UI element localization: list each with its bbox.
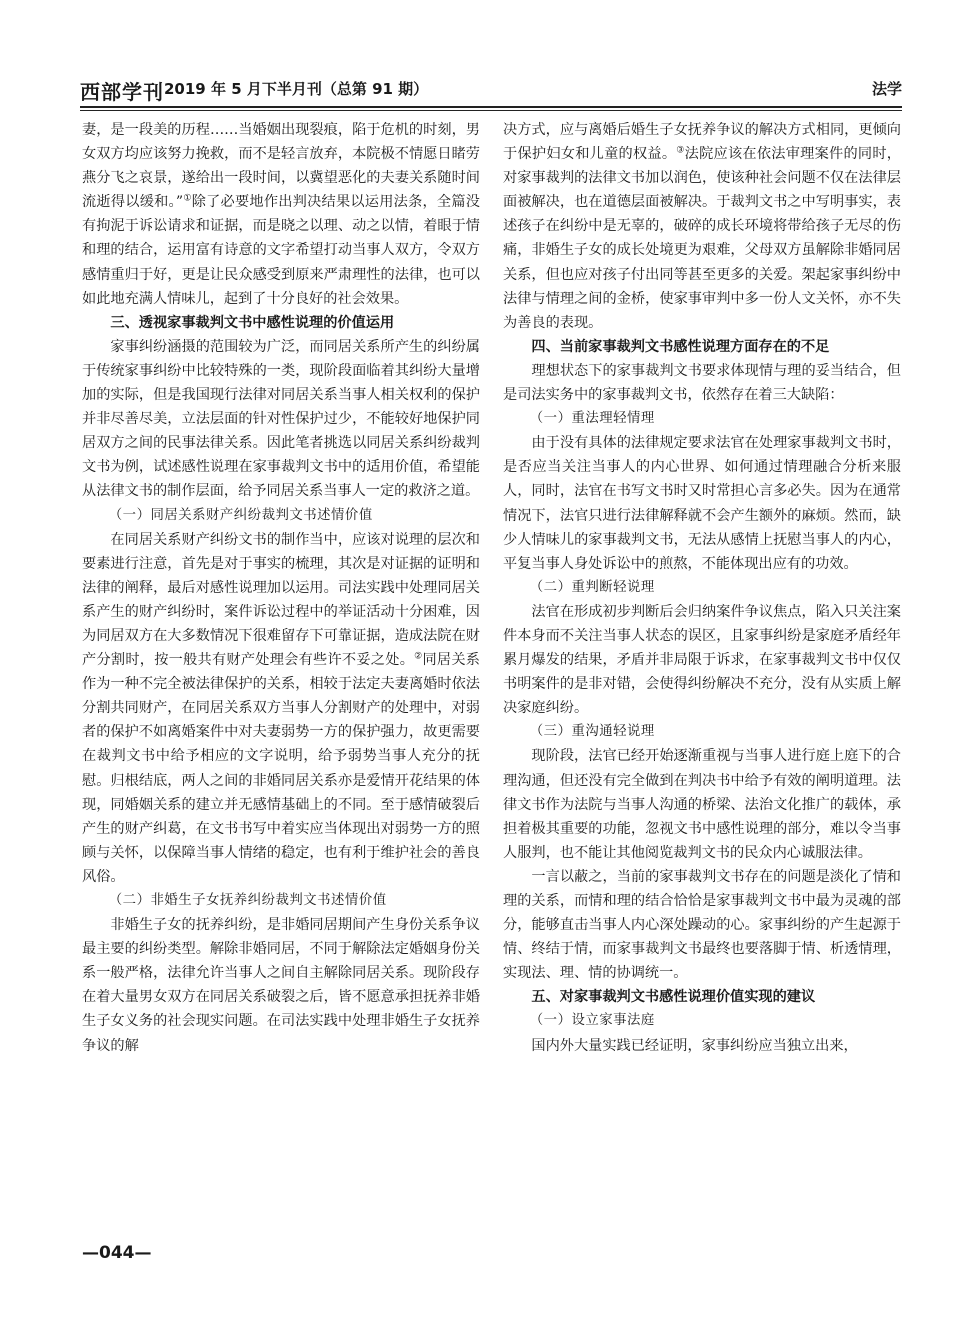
paragraph-text: （一）设立家事法庭 bbox=[529, 1013, 655, 1029]
footnote-marker: ② bbox=[414, 651, 423, 662]
paragraph-text: 三、透视家事裁判文书中感性说理的价值运用 bbox=[110, 314, 395, 331]
header-rule-thick bbox=[80, 106, 902, 108]
body-paragraph bbox=[503, 865, 901, 985]
right-text-column bbox=[503, 118, 901, 1058]
paragraph-text: 妻，是一段美的历程……当婚姻出现裂痕，陷于危机的时刻，男女双方均应该努力挽救，而不是轻言放弃，本院极不情愿日睹劳燕分飞之哀景，遂给出一段时间，以冀望恶化的夫妻关系随时间流逝得以缓和。” bbox=[82, 122, 480, 211]
footnote-marker: ③ bbox=[676, 145, 685, 156]
body-paragraph bbox=[503, 431, 901, 576]
section-heading bbox=[503, 985, 901, 1009]
subsection-heading bbox=[82, 504, 480, 528]
paragraph-text: 法院应该在依法审理案件的同时，对家事裁判的法律文书加以润色，使该种社会问题不仅在法律层面被解决，也在道德层面被解决。于裁判文书之中写明事实，表述孩子在纠纷中是无辜的，破碎的成长环境将带给孩子无尽的伤痛，非婚生子女的成长处境更为艰难，父母双方虽解除非婚同居关系，但也应对孩子付出同等甚至更多的关爱。架起家事纠纷中法律与情理之间的金桥，使家事审判中多一份人文关怀，亦不失为善良的表现。 bbox=[503, 146, 901, 331]
body-paragraph bbox=[503, 359, 901, 407]
paragraph-text: 家事纠纷涵摄的范围较为广泛，而同居关系所产生的纠纷属于传统家事纠纷中比较特殊的一类，现阶段面临着其纠纷大量增加的实际，但是我国现行法律对同居关系当事人相关权利的保护并非尽善尽美，立法层面的针对性保护过少，不能较好地保护同居双方之间的民事法律关系。因此笔者挑选以同居关系纠纷裁判文书为例，试述感性说理在家事裁判文书中的适用价值，希望能从法律文书的制作层面，给予同居关系当事人一定的救济之道。 bbox=[82, 338, 480, 500]
paragraph-text: （二）非婚生子女抚养纠纷裁判文书述情价值 bbox=[108, 893, 387, 908]
paragraph-text: 法官在形成初步判断后会归纳案件争议焦点，陷入只关注案件本身而不关注当事人状态的误区，且家事纠纷是家庭矛盾经年累月爆发的结果，矛盾并非局限于诉求，在家事裁判文书中仅仅书明案件的是非对错，会使得纠纷解决不充分，没有从实质上解决家庭纠纷。 bbox=[503, 603, 901, 717]
body-paragraph bbox=[503, 1034, 901, 1058]
body-paragraph bbox=[82, 913, 480, 1058]
body-paragraph bbox=[503, 600, 901, 720]
footnote-marker: ① bbox=[183, 193, 192, 204]
running-header bbox=[80, 72, 902, 104]
page-number: —044— bbox=[82, 1243, 152, 1263]
subsection-heading bbox=[503, 407, 901, 431]
paragraph-text: （一）重法理轻情理 bbox=[529, 411, 655, 427]
subsection-heading bbox=[503, 576, 901, 600]
body-paragraph bbox=[82, 118, 480, 311]
paragraph-text: （三）重沟通轻说理 bbox=[529, 724, 655, 740]
subsection-heading bbox=[82, 889, 480, 913]
paragraph-text: （二）重判断轻说理 bbox=[529, 579, 655, 595]
paragraph-text: 非婚生子女的抚养纠纷，是非婚同居期间产生身份关系争议最主要的纠纷类型。解除非婚同居，不同于解除法定婚姻身份关系一般严格，法律允许当事人之间自主解除同居关系。现阶段存在着大量男女双方在同居关系破裂之后，皆不愿意承担抚养非婚生子女义务的社会现实问题。在司法实践中处理非婚生子女抚养争议的解 bbox=[82, 917, 480, 1054]
paragraph-text: 在同居关系财产纠纷文书的制作当中，应该对说理的层次和要素进行注意，首先是对于事实的梳理，其次是对证据的证明和法律的阐释，最后对感性说理加以运用。司法实践中处理同居关系产生的财产纠纷时，案件诉讼过程中的举证活动十分困难，因为同居双方在大多数情况下很难留存下可靠证据，造成法院在财产分割时，按一般共有财产处理会有些许不妥之处。 bbox=[82, 531, 480, 669]
paragraph-text: 现阶段，法官已经开始逐渐重视与当事人进行庭上庭下的合理沟通，但还没有完全做到在判决书中给予有效的阐明道理。法律文书作为法院与当事人沟通的桥梁、法治文化推广的载体，承担着极其重要的功能，忽视文书中感性说理的部分，难以令当事人服判，也不能让其他阅览裁判文书的民众内心诚服法律。 bbox=[503, 748, 901, 861]
body-paragraph bbox=[82, 528, 480, 889]
left-text-column bbox=[82, 118, 480, 1058]
body-paragraph bbox=[82, 335, 480, 504]
paragraph-text: 由于没有具体的法律规定要求法官在处理家事裁判文书时，是否应当关注当事人的内心世界、如何通过情理融合分析来服人，同时，法官在书写文书时又时常担心言多必失。因为在通常情况下，法官只进行法律解释就不会产生额外的麻烦。然而，缺少人情味儿的家事裁判文书，无法从感情上抚慰当事人的内心，平复当事人身处诉讼中的煎熬，不能体现出应有的功效。 bbox=[503, 435, 901, 572]
section-heading bbox=[503, 335, 901, 359]
paragraph-text: 除了必要地作出判决结果以运用法条，全篇没有拘泥于诉讼请求和证据，而是晓之以理、动之以情，着眼于情和理的结合，运用富有诗意的文字希望打动当事人双方，令双方感情重归于好，更是让民众感受到原来严肃理性的法律，也可以如此地充满人情味儿，起到了十分良好的社会效果。 bbox=[82, 194, 480, 307]
paragraph-text: 一言以蔽之，当前的家事裁判文书存在的问题是淡化了情和理的关系，而情和理的结合恰恰是家事裁判文书中最为灵魂的部分，能够直击当事人内心深处躁动的心。家事纠纷的产生起源于情、终结于情，而家事裁判文书最终也要落脚于情、析透情理，实现法、理、情的协调统一。 bbox=[503, 868, 901, 982]
paragraph-text: 五、对家事裁判文书感性说理价值实现的建议 bbox=[531, 989, 816, 1006]
section-heading bbox=[82, 311, 480, 335]
section-label: 法学 bbox=[871, 80, 902, 98]
issue-info: 2019 年 5 月下半月刊（总第 91 期） bbox=[164, 80, 429, 98]
paragraph-text: 同居关系作为一种不完全被法律保护的关系，相较于法定夫妻离婚时依法分割共同财产，在同居关系双方当事人分割财产的处理中，对弱者的保护不如离婚案件中对夫妻弱势一方的保护强力，故更需要在裁判文书中给予相应的文字说明，给予弱势当事人充分的抚慰。归根结底，两人之间的非婚同居关系亦是爱情开花结果的体现，同婚姻关系的建立并无感情基础上的不同。至于感情破裂后产生的财产纠葛，在文书书写中着实应当体现出对弱势一方的照顾与关怀，以保障当事人情绪的稳定，也有利于维护社会的善良风俗。 bbox=[82, 652, 480, 885]
paragraph-text: 四、当前家事裁判文书感性说理方面存在的不足 bbox=[531, 338, 830, 355]
body-paragraph bbox=[503, 744, 901, 864]
journal-logo: 西部学刊 bbox=[80, 80, 164, 104]
subsection-heading bbox=[503, 1009, 901, 1033]
body-paragraph bbox=[503, 118, 901, 335]
paragraph-text: 国内外大量实践已经证明，家事纠纷应当独立出来， bbox=[531, 1037, 858, 1054]
paragraph-text: 理想状态下的家事裁判文书要求体现情与理的妥当结合，但是司法实务中的家事裁判文书，依然存在着三大缺陷： bbox=[503, 362, 901, 404]
paragraph-text: （一）同居关系财产纠纷裁判文书述情价值 bbox=[108, 507, 373, 523]
subsection-heading bbox=[503, 720, 901, 744]
paragraph-text: 决方式，应与离婚后婚生子女抚养争议的解决方式相同，更倾向于保护妇女和儿童的权益。 bbox=[503, 122, 901, 163]
header-rule-thin bbox=[80, 110, 902, 111]
